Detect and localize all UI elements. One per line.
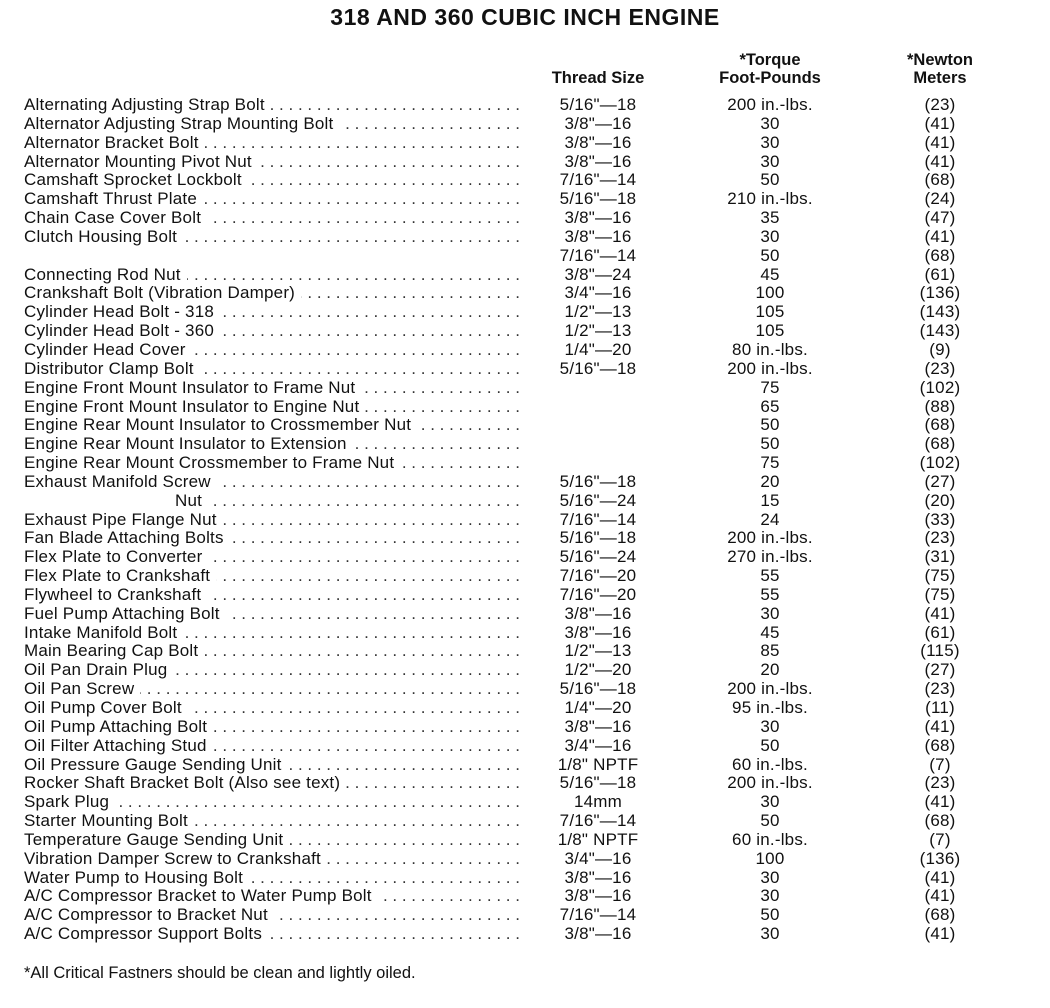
fastener-name: Vibration Damper Screw to Crankshaft (24, 850, 327, 868)
fastener-name: Cylinder Head Cover (24, 341, 192, 359)
fastener-name: Fan Blade Attaching Bolts (24, 529, 230, 547)
thread-size-cell: 5/16"—18 (559, 358, 637, 378)
torque-cell: 200 in.-lbs. (727, 679, 813, 699)
torque-cell: 60 in.-lbs. (732, 754, 808, 774)
fastener-name-cell (24, 793, 519, 812)
thread-size-cell: 3/8"—16 (564, 226, 632, 246)
torque-cell: 15 (760, 490, 780, 510)
torque-cell: 75 (760, 377, 780, 397)
thread-size-cell: 5/16"—24 (559, 547, 637, 567)
torque-cell: 55 (760, 566, 780, 586)
fastener-name-cell (24, 737, 519, 756)
table-row (24, 115, 1034, 134)
table-row (24, 718, 1034, 737)
fastener-name: Starter Mounting Bolt (24, 812, 194, 830)
torque-cell: 50 (760, 735, 780, 755)
fastener-name: Temperature Gauge Sending Unit (24, 831, 289, 849)
fastener-name: A/C Compressor to Bracket Nut (24, 906, 274, 924)
table-row (24, 303, 1034, 322)
fastener-name-cell (24, 605, 519, 624)
fastener-name-cell (24, 925, 519, 944)
thread-size-header-label: Thread Size (551, 69, 645, 87)
fastener-name-cell (24, 153, 519, 172)
fastener-name: Alternator Mounting Pivot Nut (24, 153, 258, 171)
dot-leader (175, 492, 519, 511)
table-row (24, 699, 1034, 718)
torque-cell: 105 (755, 321, 785, 341)
fastener-name: Intake Manifold Bolt (24, 624, 183, 642)
newton-meters-cell: (47) (924, 208, 956, 228)
fastener-name-cell (24, 209, 519, 228)
torque-cell: 30 (760, 792, 780, 812)
newton-meters-cell: (136) (919, 283, 961, 303)
newton-meters-cell: (11) (925, 698, 955, 717)
table-row (24, 341, 1034, 360)
newton-header-line2: Meters (913, 69, 967, 87)
newton-meters-cell: (68) (924, 905, 956, 925)
fastener-name-cell (24, 115, 519, 134)
fastener-name-cell (24, 435, 519, 454)
fastener-name-cell (24, 718, 519, 737)
torque-cell: 30 (760, 924, 780, 944)
table-row (24, 567, 1034, 586)
table-row (24, 473, 1034, 492)
thread-size-cell: 3/8"—16 (564, 924, 632, 944)
fastener-name: Rocker Shaft Bracket Bolt (Also see text) (24, 774, 346, 792)
thread-size-cell: 7/16"—14 (559, 905, 637, 925)
torque-cell: 50 (760, 905, 780, 925)
fastener-name: Camshaft Sprocket Lockbolt (24, 171, 248, 189)
fastener-name-cell (24, 529, 519, 548)
thread-size-cell: 7/16"—20 (559, 566, 637, 586)
newton-meters-cell: (75) (924, 566, 956, 586)
newton-meters-cell: (9) (929, 339, 951, 359)
torque-cell: 30 (760, 113, 780, 133)
torque-table (24, 96, 1034, 944)
thread-size-cell: 3/8"—16 (564, 716, 632, 736)
torque-cell: 30 (760, 867, 780, 887)
torque-cell: 20 (760, 471, 780, 491)
thread-size-cell: 1/2"—13 (564, 302, 632, 322)
newton-meters-cell: (68) (924, 811, 956, 831)
table-row (24, 190, 1034, 209)
fastener-name: Spark Plug (24, 793, 115, 811)
newton-meters-cell: (41) (924, 792, 956, 812)
fastener-name-cell (24, 699, 519, 718)
fastener-name: Flex Plate to Crankshaft (24, 567, 216, 585)
torque-cell: 210 in.-lbs. (727, 189, 813, 209)
table-row (24, 209, 1034, 228)
fastener-name-cell (24, 906, 519, 925)
newton-meters-cell: (23) (924, 528, 956, 548)
thread-size-cell: 3/4"—16 (564, 283, 632, 303)
fastener-name: Distributor Clamp Bolt (24, 360, 200, 378)
newton-meters-cell: (75) (924, 584, 956, 604)
page-title: 318 AND 360 CUBIC INCH ENGINE (330, 4, 720, 30)
torque-cell: 100 (755, 848, 785, 868)
fastener-name: Crankshaft Bolt (Vibration Damper) (24, 284, 301, 302)
torque-cell: 30 (760, 886, 780, 906)
table-row (24, 322, 1034, 341)
newton-meters-cell: (41) (924, 924, 956, 944)
torque-cell: 95 in.-lbs. (732, 698, 808, 717)
newton-meters-cell: (23) (924, 679, 956, 699)
fastener-name: Main Bearing Cap Bolt (24, 642, 204, 660)
thread-size-cell: 7/16"—14 (559, 245, 637, 265)
thread-size-cell: 5/16"—18 (559, 773, 637, 793)
newton-meters-cell: (7) (929, 754, 951, 774)
newton-meters-cell: (27) (924, 471, 956, 491)
fastener-name-cell (24, 624, 519, 643)
fastener-name-cell (24, 454, 519, 473)
fastener-name-cell (24, 850, 519, 869)
newton-meters-cell: (31) (924, 547, 956, 567)
fastener-name: Nut (175, 492, 208, 510)
table-row (24, 153, 1034, 172)
torque-cell: 50 (760, 434, 780, 454)
torque-cell: 80 in.-lbs. (732, 339, 808, 359)
newton-meters-cell: (136) (919, 848, 961, 868)
table-row (24, 548, 1034, 567)
thread-size-cell: 1/8" NPTF (557, 754, 639, 774)
torque-cell: 30 (760, 603, 780, 623)
newton-meters-cell: (41) (924, 603, 956, 623)
fastener-name: Exhaust Pipe Flange Nut (24, 511, 223, 529)
fastener-name: A/C Compressor Support Bolts (24, 925, 268, 943)
table-row (24, 398, 1034, 417)
fastener-name: Water Pump to Housing Bolt (24, 869, 249, 887)
thread-size-cell: 3/8"—16 (564, 151, 632, 171)
fastener-name: Engine Rear Mount Insulator to Extension (24, 435, 353, 453)
newton-meters-cell: (143) (919, 302, 961, 322)
thread-size-cell: 3/8"—16 (564, 622, 632, 642)
torque-cell: 30 (760, 226, 780, 246)
newton-meters-cell: (23) (924, 773, 956, 793)
fastener-name: Flywheel to Crankshaft (24, 586, 207, 604)
thread-size-cell: 1/8" NPTF (557, 829, 639, 849)
thread-size-header (528, 69, 668, 87)
fastener-name-cell (24, 303, 519, 322)
torque-cell: 60 in.-lbs. (732, 829, 808, 849)
newton-meters-cell: (68) (924, 245, 956, 265)
thread-size-cell: 1/2"—13 (564, 641, 632, 661)
table-row (24, 793, 1034, 812)
table-row (24, 624, 1034, 643)
newton-meters-cell: (61) (924, 264, 956, 284)
fastener-name: Exhaust Manifold Screw (24, 473, 217, 491)
thread-size-cell: 5/16"—18 (559, 679, 637, 699)
fastener-name: Oil Pan Screw (24, 680, 140, 698)
fastener-name: Engine Rear Mount Insulator to Crossmember Nut (24, 416, 417, 434)
fastener-name: Fuel Pump Attaching Bolt (24, 605, 226, 623)
fastener-name: Oil Filter Attaching Stud (24, 737, 213, 755)
table-row (24, 925, 1034, 944)
thread-size-cell: 3/8"—16 (564, 886, 632, 906)
torque-cell: 105 (755, 302, 785, 322)
torque-cell: 30 (760, 151, 780, 171)
newton-meters-cell: (41) (924, 886, 956, 906)
table-row (24, 605, 1034, 624)
fastener-name-cell (24, 511, 519, 530)
fastener-name-cell (24, 284, 519, 303)
fastener-name-cell (24, 887, 519, 906)
thread-size-cell: 7/16"—14 (559, 811, 637, 831)
torque-cell: 75 (760, 453, 780, 473)
newton-meters-cell: (41) (924, 113, 956, 133)
torque-cell: 200 in.-lbs. (727, 95, 813, 114)
fastener-name-cell (24, 341, 519, 360)
torque-cell: 85 (760, 641, 780, 661)
fastener-name-cell (24, 756, 519, 775)
torque-cell: 50 (760, 170, 780, 190)
thread-size-cell: 1/4"—20 (564, 698, 632, 717)
newton-meters-cell: (68) (924, 735, 956, 755)
fastener-name: Alternator Bracket Bolt (24, 134, 205, 152)
torque-cell: 65 (760, 396, 780, 416)
thread-size-cell: 5/16"—18 (559, 95, 637, 114)
table-row (24, 284, 1034, 303)
newton-meters-cell: (115) (920, 641, 960, 661)
newton-meters-cell: (23) (924, 95, 956, 114)
newton-meters-cell: (41) (924, 716, 956, 736)
table-row (24, 887, 1034, 906)
fastener-name: A/C Compressor Bracket to Water Pump Bolt (24, 887, 378, 905)
fastener-name: Cylinder Head Bolt - 318 (24, 303, 220, 321)
fastener-name-cell (24, 398, 519, 417)
table-row (24, 812, 1034, 831)
thread-size-cell: 1/2"—20 (564, 660, 632, 680)
fastener-name: Oil Pressure Gauge Sending Unit (24, 756, 288, 774)
newton-meters-cell: (41) (924, 151, 956, 171)
thread-size-cell: 5/16"—18 (559, 189, 637, 209)
newton-header-line1: *Newton (907, 51, 973, 69)
fastener-name-cell (24, 567, 519, 586)
thread-size-cell: 1/2"—13 (564, 321, 632, 341)
newton-meters-cell: (102) (919, 377, 961, 397)
fastener-name-cell (24, 586, 519, 605)
fastener-name-cell (24, 812, 519, 831)
torque-header-line2: Foot-Pounds (719, 69, 821, 87)
table-row (24, 247, 1034, 266)
table-row (24, 492, 1034, 511)
table-row (24, 379, 1034, 398)
fastener-name: Engine Rear Mount Crossmember to Frame Nut (24, 454, 400, 472)
table-row (24, 134, 1034, 153)
thread-size-cell: 3/4"—16 (564, 735, 632, 755)
footnote: *All Critical Fastners should be clean and lightly oiled. (24, 964, 416, 982)
torque-cell: 45 (760, 264, 780, 284)
fastener-name-cell (24, 379, 519, 398)
fastener-name-cell (24, 228, 519, 247)
table-row (24, 435, 1034, 454)
fastener-name-cell (24, 642, 519, 661)
fastener-name: Connecting Rod Nut (24, 266, 187, 284)
torque-cell: 45 (760, 622, 780, 642)
fastener-name: Alternating Adjusting Strap Bolt (24, 96, 271, 114)
fastener-name-cell (24, 322, 519, 341)
torque-cell: 55 (760, 584, 780, 604)
torque-cell: 50 (760, 415, 780, 435)
torque-cell: 30 (760, 716, 780, 736)
table-row (24, 96, 1034, 115)
newton-meters-cell: (33) (924, 509, 956, 529)
table-row (24, 906, 1034, 925)
table-row (24, 869, 1034, 888)
fastener-name-cell (24, 831, 519, 850)
newton-meters-cell: (68) (924, 170, 956, 190)
newton-meters-cell: (88) (924, 396, 956, 416)
torque-cell: 200 in.-lbs. (727, 358, 813, 378)
torque-cell: 30 (760, 132, 780, 152)
table-row (24, 416, 1034, 435)
thread-size-cell: 3/8"—16 (564, 867, 632, 887)
newton-meters-cell: (143) (919, 321, 961, 341)
fastener-name: Oil Pan Drain Plug (24, 661, 173, 679)
thread-size-cell: 1/4"—20 (564, 339, 632, 359)
fastener-name: Oil Pump Cover Bolt (24, 699, 188, 717)
torque-cell: 200 in.-lbs. (727, 528, 813, 548)
table-row (24, 850, 1034, 869)
torque-header-line1: *Torque (739, 51, 801, 69)
newton-meters-cell: (102) (919, 453, 961, 473)
newton-meters-cell: (7) (929, 829, 951, 849)
thread-size-cell: 7/16"—14 (559, 509, 637, 529)
fastener-name: Camshaft Thrust Plate (24, 190, 203, 208)
fastener-name: Engine Front Mount Insulator to Engine Nut (24, 398, 365, 416)
thread-size-cell: 7/16"—20 (559, 584, 637, 604)
fastener-name: Alternator Adjusting Strap Mounting Bolt (24, 115, 339, 133)
fastener-name-cell (24, 416, 519, 435)
thread-size-cell: 3/8"—16 (564, 603, 632, 623)
fastener-name-cell (24, 96, 519, 115)
table-row (24, 586, 1034, 605)
table-row (24, 511, 1034, 530)
torque-cell: 50 (760, 245, 780, 265)
thread-size-cell: 7/16"—14 (559, 170, 637, 190)
thread-size-cell: 5/16"—18 (559, 528, 637, 548)
torque-cell: 24 (760, 509, 780, 529)
table-row (24, 680, 1034, 699)
table-row (24, 642, 1034, 661)
torque-header (690, 51, 850, 87)
newton-meters-cell: (41) (924, 867, 956, 887)
table-row (24, 171, 1034, 190)
fastener-name-cell (24, 869, 519, 888)
fastener-name-cell (24, 190, 519, 209)
fastener-name-cell (24, 548, 519, 567)
thread-size-cell: 5/16"—18 (559, 471, 637, 491)
thread-size-cell: 3/8"—16 (564, 132, 632, 152)
thread-size-cell: 3/4"—16 (564, 848, 632, 868)
torque-cell: 200 in.-lbs. (727, 773, 813, 793)
table-row (24, 266, 1034, 285)
thread-size-cell: 5/16"—24 (559, 490, 637, 510)
fastener-name-cell (24, 171, 519, 190)
fastener-name-cell (24, 492, 519, 511)
fastener-name: Oil Pump Attaching Bolt (24, 718, 213, 736)
newton-meters-cell: (41) (924, 226, 956, 246)
torque-cell: 270 in.-lbs. (727, 547, 813, 567)
fastener-name: Flex Plate to Converter (24, 548, 208, 566)
fastener-name-cell (24, 266, 519, 285)
newton-meters-cell: (61) (924, 622, 956, 642)
newton-meters-cell: (68) (924, 434, 956, 454)
thread-size-cell: 3/8"—16 (564, 113, 632, 133)
newton-header (880, 51, 1000, 87)
newton-meters-cell: (20) (924, 490, 956, 510)
table-row (24, 529, 1034, 548)
table-row (24, 756, 1034, 775)
fastener-name: Clutch Housing Bolt (24, 228, 183, 246)
table-row (24, 360, 1034, 379)
fastener-name: Cylinder Head Bolt - 360 (24, 322, 220, 340)
newton-meters-cell: (27) (924, 660, 956, 680)
fastener-name-cell (24, 680, 519, 699)
newton-meters-cell: (68) (924, 415, 956, 435)
thread-size-cell: 14mm (573, 792, 623, 812)
torque-cell: 35 (760, 208, 780, 228)
table-row (24, 737, 1034, 756)
table-row (24, 661, 1034, 680)
fastener-name: Engine Front Mount Insulator to Frame Nut (24, 379, 361, 397)
thread-size-cell: 3/8"—16 (564, 208, 632, 228)
fastener-name-cell (24, 473, 519, 492)
thread-size-cell: 3/8"—24 (564, 264, 632, 284)
newton-meters-cell: (24) (924, 189, 956, 209)
fastener-name-cell (24, 661, 519, 680)
torque-cell: 20 (760, 660, 780, 680)
newton-meters-cell: (23) (924, 358, 956, 378)
fastener-name: Chain Case Cover Bolt (24, 209, 207, 227)
fastener-name-cell (24, 360, 519, 379)
table-row (24, 831, 1034, 850)
torque-cell: 100 (755, 283, 785, 303)
table-row (24, 228, 1034, 247)
table-row (24, 774, 1034, 793)
table-row (24, 454, 1034, 473)
fastener-name-cell (24, 134, 519, 153)
newton-meters-cell: (41) (924, 132, 956, 152)
fastener-name-cell (24, 774, 519, 793)
torque-cell: 50 (760, 811, 780, 831)
